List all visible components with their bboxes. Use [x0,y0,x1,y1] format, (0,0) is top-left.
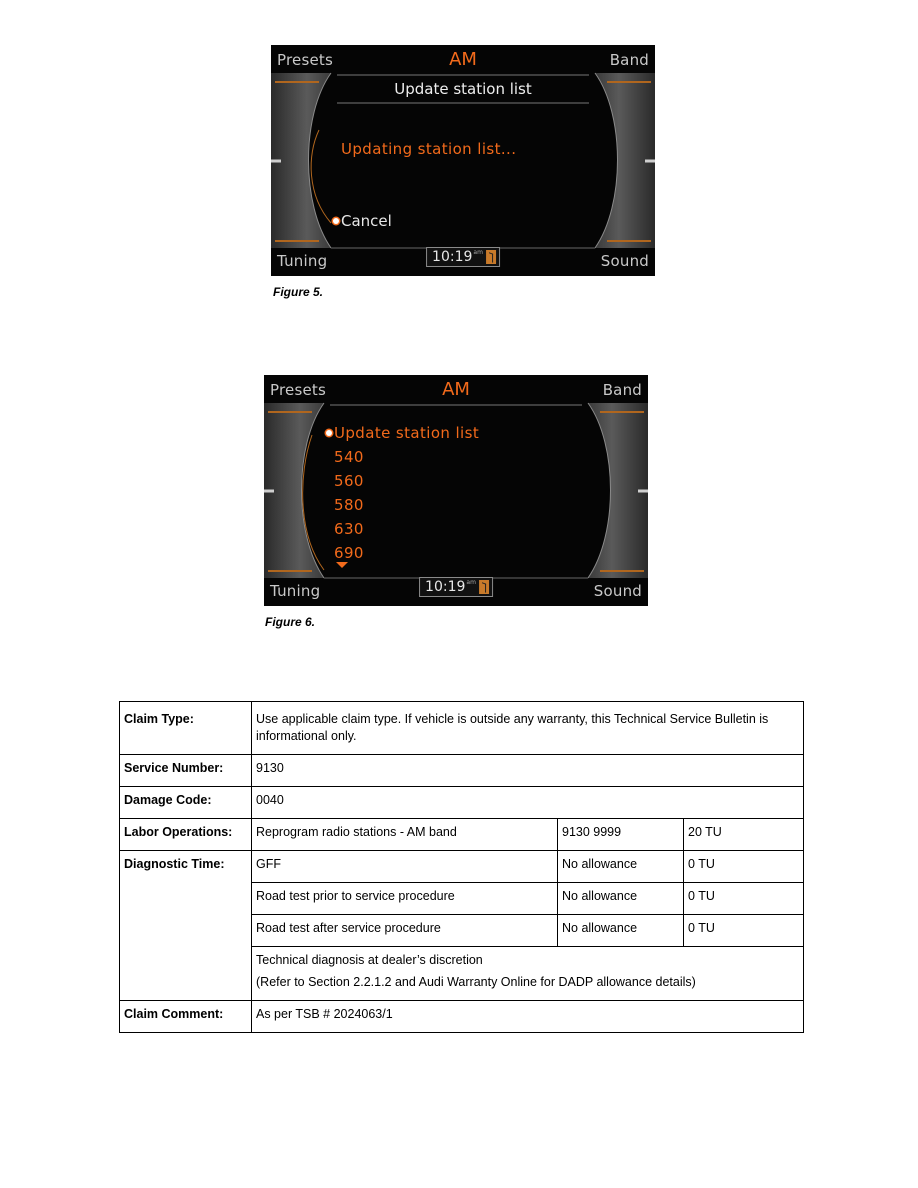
sound-label: Sound [600,252,649,270]
list-item-label: Update station list [334,424,480,442]
table-row [120,1001,804,1033]
bluetooth-icon [486,250,496,264]
diagnostic-note-line-2: (Refer to Section 2.2.1.2 and Audi Warranty Online for DADP allowance details) [256,975,696,989]
menu-header: Update station list [394,80,532,98]
selection-dot-icon [333,218,339,224]
clock-time: 10:19 [432,249,473,265]
list-item[interactable] [326,517,479,541]
clock-time: 10:19 [425,579,466,595]
list-item-update-station-list[interactable] [326,421,479,445]
claim-type-label: Claim Type: [120,702,252,755]
presets-label: Presets [270,381,326,399]
diagnostic-note [252,947,804,1001]
clock-display [426,247,500,267]
labor-operation-time: 20 TU [684,819,804,851]
diagnostic-time-label: Diagnostic Time: [120,851,252,1001]
list-item-label: 690 [334,544,364,562]
cancel-label: Cancel [341,212,392,230]
list-item-label: 630 [334,520,364,538]
cancel-option[interactable] [333,212,392,230]
list-item[interactable] [326,469,479,493]
list-item-label: 560 [334,472,364,490]
band-label: Band [609,51,649,69]
list-item[interactable] [326,541,479,565]
warranty-claim-table [119,701,804,1033]
band-title: AM [449,49,477,70]
service-number-value: 9130 [252,755,804,787]
table-row [120,851,804,883]
selection-dot-icon [326,430,332,436]
service-number-label: Service Number: [120,755,252,787]
figure-6-caption: Figure 6. [265,615,316,629]
diagnostic-allowance: No allowance [558,915,684,947]
figure-5-radio-screen [271,45,655,276]
table-row [120,787,804,819]
table-row [120,755,804,787]
table-row [120,819,804,851]
labor-operation-code: 9130 9999 [558,819,684,851]
diagnostic-time-value: 0 TU [684,851,804,883]
claim-type-value: Use applicable claim type. If vehicle is outside any warranty, this Technical Service Bulletin is informational only. [252,702,804,755]
tuning-label: Tuning [270,582,321,600]
clock-display [419,577,493,597]
diagnostic-allowance: No allowance [558,851,684,883]
band-title: AM [442,379,470,400]
presets-label: Presets [277,51,333,69]
diagnostic-description: Road test prior to service procedure [252,883,558,915]
diagnostic-time-value: 0 TU [684,883,804,915]
clock-ampm: am [473,249,483,256]
damage-code-value: 0040 [252,787,804,819]
diagnostic-description: Road test after service procedure [252,915,558,947]
damage-code-label: Damage Code: [120,787,252,819]
diagnostic-note-line-1: Technical diagnosis at dealer’s discretion [256,953,483,967]
diagnostic-allowance: No allowance [558,883,684,915]
list-item[interactable] [326,445,479,469]
sound-label: Sound [593,582,642,600]
diagnostic-description: GFF [252,851,558,883]
bluetooth-icon [479,580,489,594]
figure-5-caption: Figure 5. [273,285,324,299]
band-label: Band [602,381,642,399]
figure-6-radio-screen [264,375,648,606]
claim-comment-value: As per TSB # 2024063/1 [252,1001,804,1033]
labor-operation-description: Reprogram radio stations - AM band [252,819,558,851]
status-message: Updating station list... [341,140,517,158]
claim-comment-label: Claim Comment: [120,1001,252,1033]
clock-ampm: am [466,579,476,586]
table-row [120,702,804,755]
scroll-down-arrow-icon[interactable] [336,562,348,568]
tuning-label: Tuning [277,252,328,270]
diagnostic-time-value: 0 TU [684,915,804,947]
list-item-label: 540 [334,448,364,466]
list-item[interactable] [326,493,479,517]
labor-operations-label: Labor Operations: [120,819,252,851]
station-list [326,421,479,565]
list-item-label: 580 [334,496,364,514]
